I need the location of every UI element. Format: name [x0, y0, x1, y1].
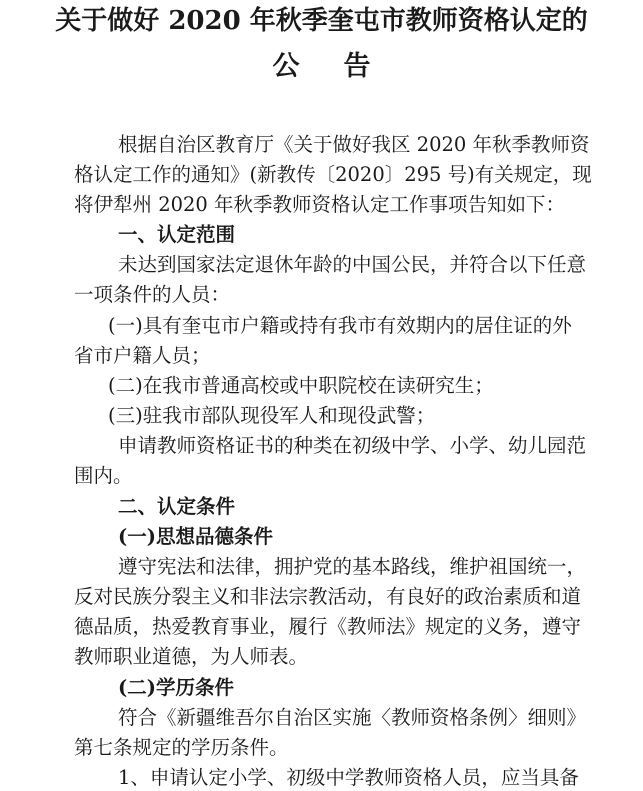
document-title-line-2: 公告 [272, 51, 415, 82]
paragraph-line: 遵守宪法和法律，拥护党的基本路线，维护祖国统一， [118, 555, 587, 578]
paragraph-line: 将伊犁州 2020 年秋季教师资格认定工作事项告知如下： [74, 193, 566, 216]
list-item-line: (一)具有奎屯市户籍或持有我市有效期内的居住证的外 [108, 314, 572, 337]
document-title-line-1: 关于做好 2020 年秋季奎屯市教师资格认定的 [55, 6, 588, 36]
paragraph-line: 一项条件的人员： [74, 283, 231, 306]
paragraph-line: 根据自治区教育厅《关于做好我区 2020 年秋季教师资 [118, 133, 590, 156]
list-item-line: 省市户籍人员； [74, 344, 211, 367]
paragraph-line: 反对民族分裂主义和非法宗教活动，有良好的政治素质和道 [74, 585, 582, 608]
list-item-line: (二)在我市普通高校或中职院校在读研究生； [108, 374, 494, 397]
list-item-line: (三)驻我市部队现役军人和现役武警； [108, 404, 436, 427]
section-heading: 二、认定条件 [118, 495, 236, 518]
section-heading: 一、认定范围 [118, 223, 236, 246]
paragraph-line: 德品质，热爱教育事业，履行《教师法》规定的义务，遵守 [74, 615, 582, 638]
paragraph-line: 格认定工作的通知》(新教传〔2020〕295 号)有关规定，现 [74, 163, 592, 186]
paragraph-line: 围内。 [74, 464, 133, 487]
paragraph-line: 1、申请认定小学、初级中学教师资格人员，应当具备 [118, 766, 579, 789]
paragraph-line: 符合《新疆维吾尔自治区实施〈教师资格条例〉细则》 [118, 706, 587, 729]
subsection-heading: (一)思想品德条件 [118, 525, 273, 548]
paragraph-line: 教师职业道德，为人师表。 [74, 645, 309, 668]
paragraph-line: 申请教师资格证书的种类在初级中学、小学、幼儿园范 [118, 434, 587, 457]
subsection-heading: (二)学历条件 [118, 676, 234, 699]
paragraph-line: 未达到国家法定退休年龄的中国公民，并符合以下任意 [118, 253, 587, 276]
paragraph-line: 第七条规定的学历条件。 [74, 736, 289, 759]
